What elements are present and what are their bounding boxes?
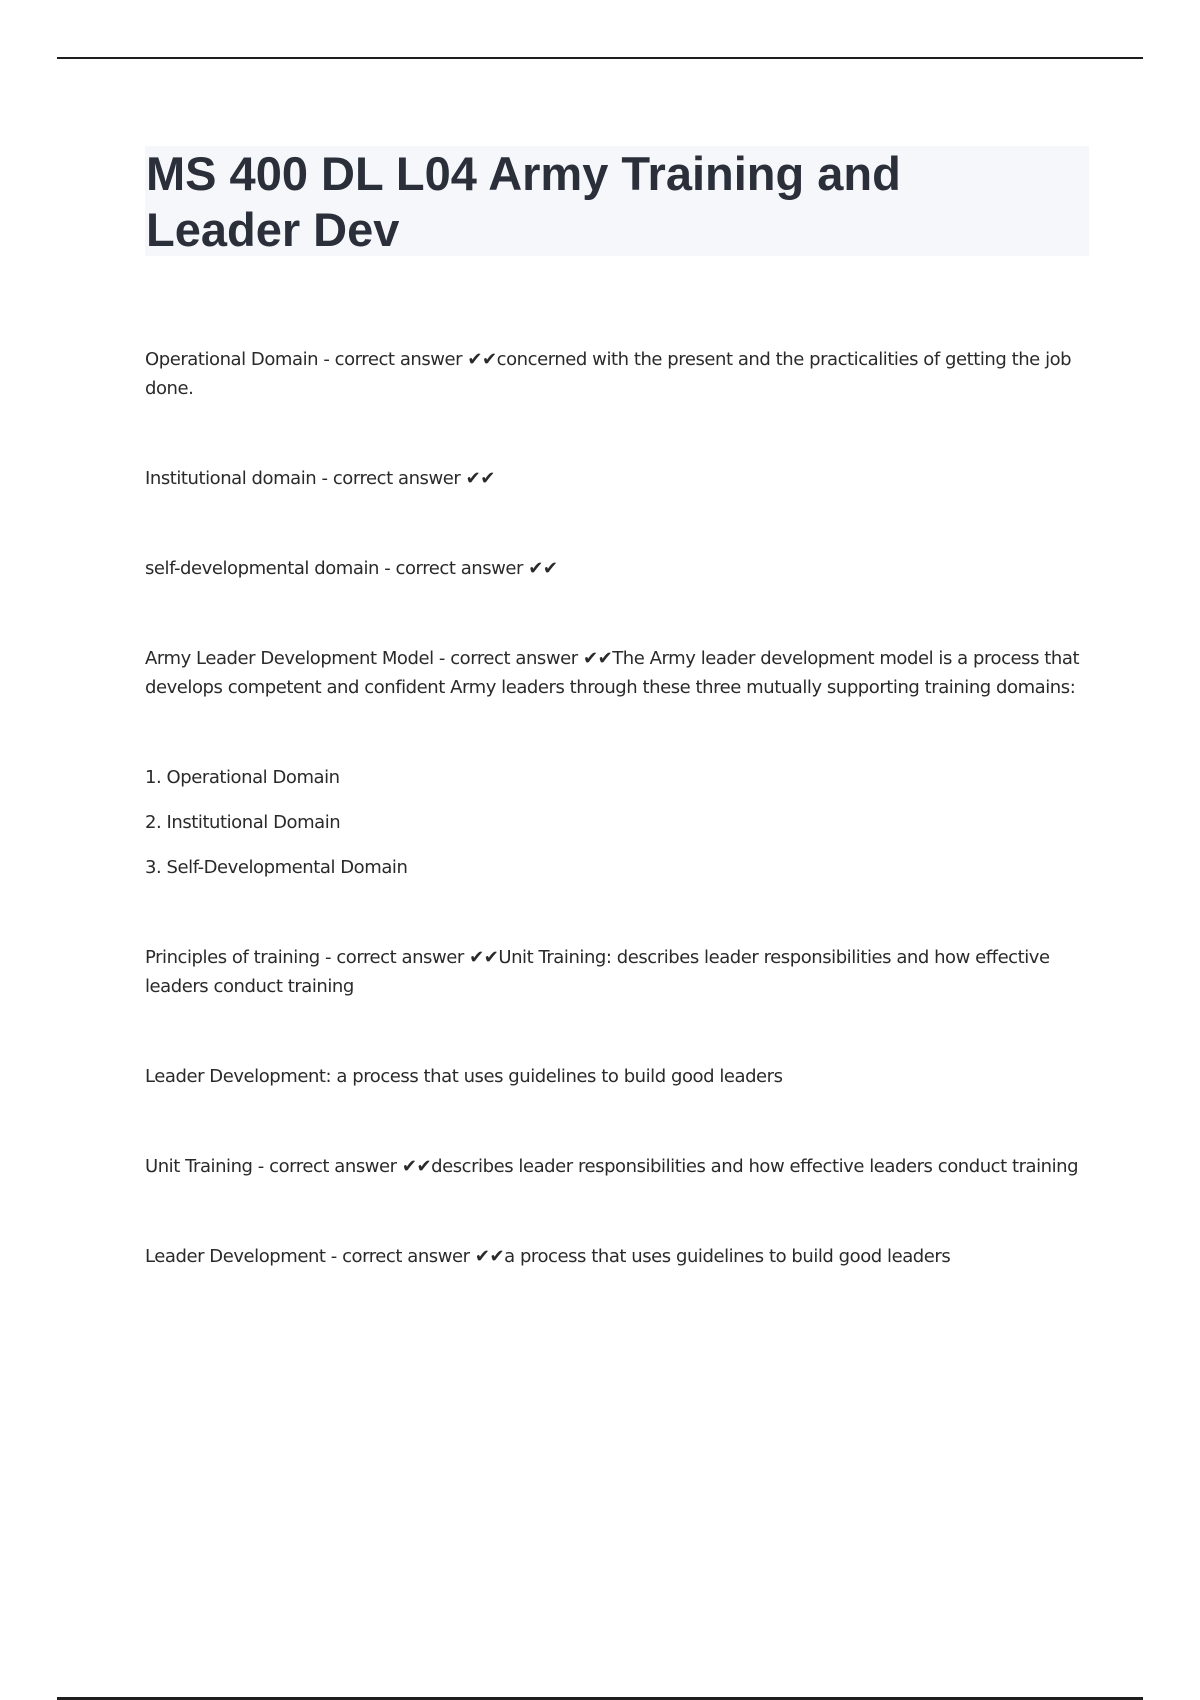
- check-mark-icon: ✔✔: [401, 1156, 432, 1177]
- qa-answer: a process that uses guidelines to build good leaders: [504, 1246, 951, 1267]
- top-rule: [57, 57, 1143, 59]
- document-title: MS 400 DL L04 Army Training and Leader Dev: [146, 147, 901, 256]
- check-mark-icon: ✔✔: [469, 947, 499, 968]
- qa-term: Leader Development - correct answer: [145, 1246, 475, 1267]
- qa-answer: The Army leader development model is a process that develops competent and confident Army leaders through these three mutually supporting training domains:: [145, 648, 1080, 698]
- list-item-self-developmental-domain: 3. Self-Developmental Domain: [145, 857, 408, 878]
- qa-entry-institutional-domain: [145, 464, 1090, 493]
- qa-term: Army Leader Development Model - correct answer: [145, 648, 583, 669]
- qa-entry-principles-of-training: [145, 943, 1090, 1001]
- check-mark-icon: ✔✔: [582, 648, 613, 669]
- qa-term: Principles of training - correct answer: [145, 947, 470, 968]
- document-body: [145, 345, 1090, 1332]
- check-mark-icon: ✔✔: [528, 558, 558, 579]
- qa-answer: Unit Training: describes leader responsibilities and how effective leaders conduct training: [145, 947, 1050, 997]
- list-item-institutional-domain: 2. Institutional Domain: [145, 812, 341, 833]
- qa-term: Operational Domain - correct answer: [145, 349, 468, 370]
- check-mark-icon: ✔✔: [474, 1246, 505, 1267]
- qa-term: self-developmental domain - correct answer: [145, 558, 529, 579]
- qa-entry-operational-domain: [145, 345, 1090, 403]
- qa-answer: concerned with the present and the practicalities of getting the job done.: [145, 349, 1072, 399]
- check-mark-icon: ✔✔: [467, 349, 497, 370]
- leader-development-line: Leader Development: a process that uses guidelines to build good leaders: [145, 1066, 783, 1087]
- qa-term: Unit Training - correct answer: [145, 1156, 402, 1177]
- qa-entry-unit-training: [145, 1152, 1090, 1181]
- qa-term: Institutional domain - correct answer: [145, 468, 466, 489]
- list-item-operational-domain: 1. Operational Domain: [145, 767, 340, 788]
- qa-entry-army-leader-development-model: [145, 644, 1090, 702]
- qa-entry-self-developmental-domain: [145, 554, 1090, 583]
- qa-answer: describes leader responsibilities and how effective leaders conduct training: [431, 1156, 1079, 1177]
- check-mark-icon: ✔✔: [465, 468, 495, 489]
- qa-entry-leader-development: [145, 1242, 1090, 1271]
